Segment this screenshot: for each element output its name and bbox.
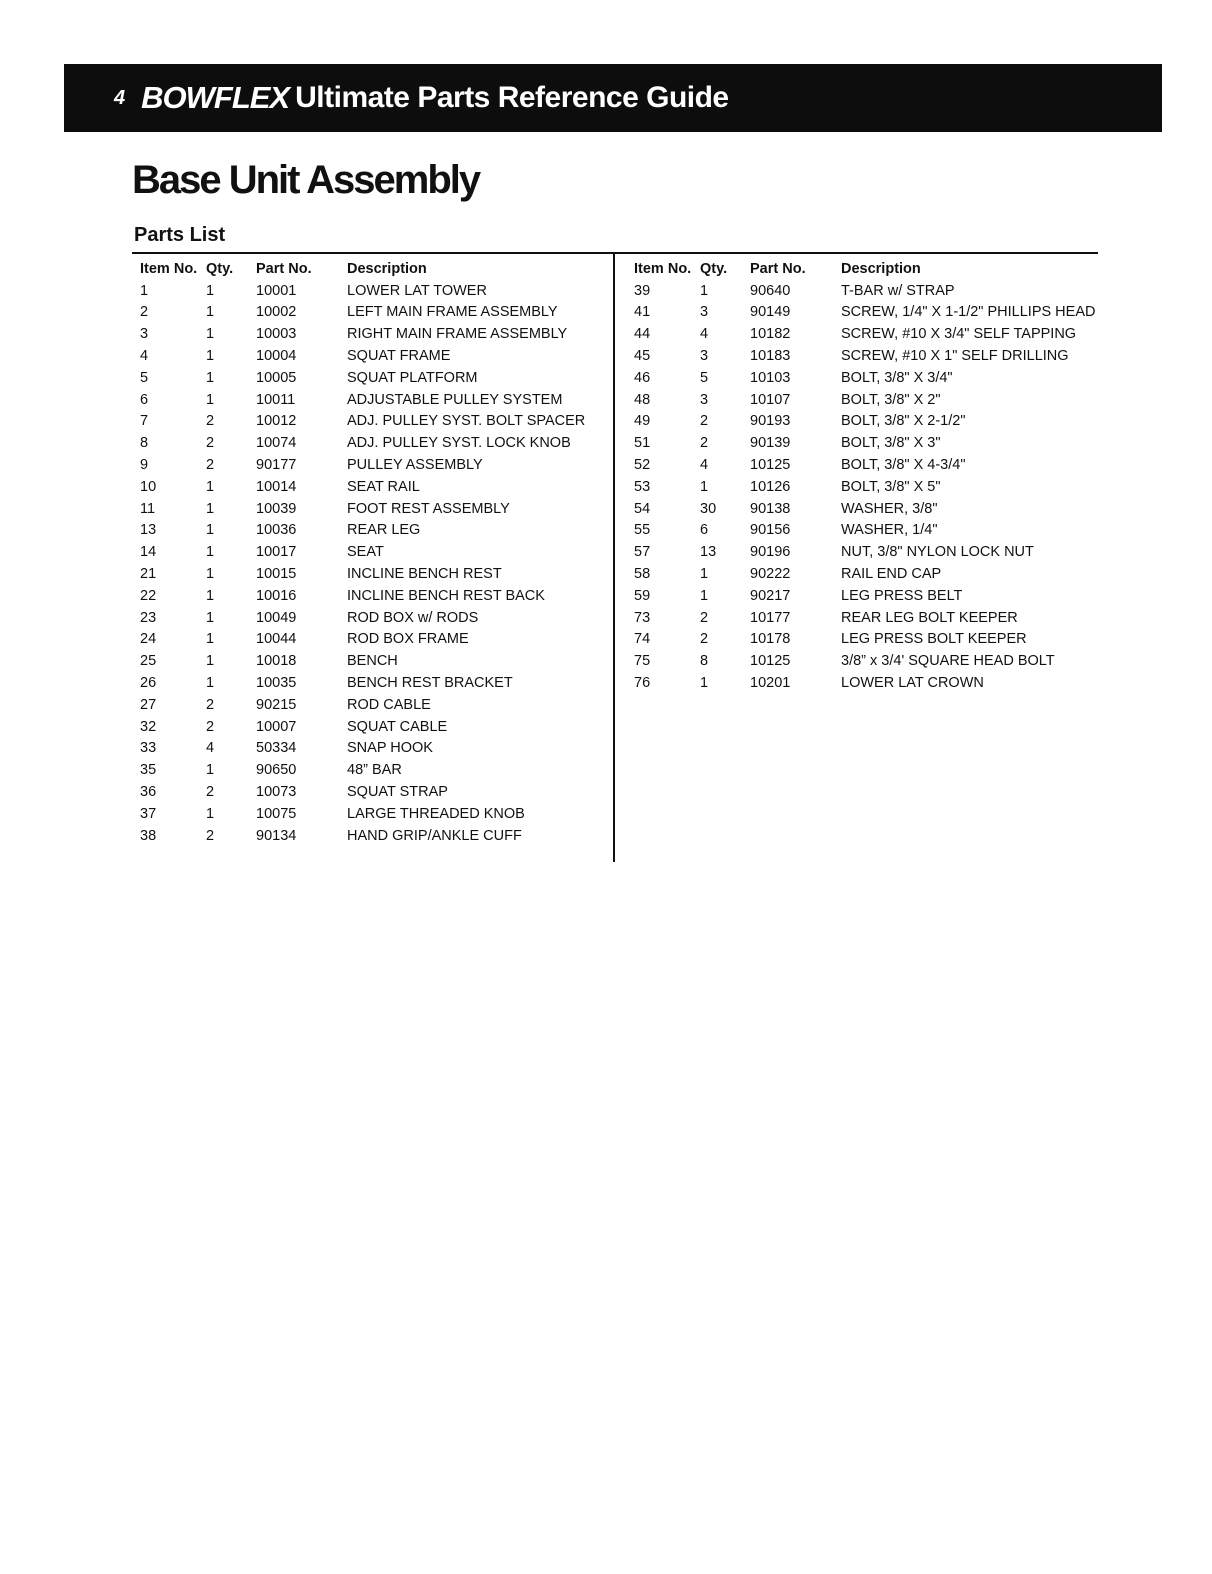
cell-description: SNAP HOOK <box>347 740 433 757</box>
cell-qty: 1 <box>206 609 215 626</box>
cell-qty: 2 <box>206 457 215 474</box>
table-row <box>140 476 607 498</box>
cell-item: 1 <box>140 282 149 299</box>
cell-qty: 2 <box>206 784 215 801</box>
cell-qty: 2 <box>700 435 709 452</box>
guide-title: Ultimate Parts Reference Guide <box>295 81 729 114</box>
cell-qty: 8 <box>700 653 709 670</box>
cell-qty: 2 <box>206 827 215 844</box>
cell-part-number: 90196 <box>750 544 791 561</box>
cell-description: RAIL END CAP <box>841 566 942 583</box>
cell-qty: 4 <box>700 457 709 474</box>
cell-description: BOLT, 3/8" X 5" <box>841 478 941 495</box>
cell-part-number: 10007 <box>256 718 297 735</box>
cell-item: 5 <box>140 369 149 386</box>
cell-description: ROD CABLE <box>347 696 431 713</box>
cell-part-number: 10039 <box>256 500 297 517</box>
cell-description: SQUAT STRAP <box>347 784 448 801</box>
cell-item: 37 <box>140 805 157 822</box>
cell-part-number: 10201 <box>750 675 791 692</box>
cell-description: BENCH <box>347 653 398 670</box>
cell-part-number: 10177 <box>750 609 791 626</box>
table-row <box>140 825 607 847</box>
cell-item: 41 <box>634 304 651 321</box>
cell-description: ROD BOX w/ RODS <box>347 609 479 626</box>
cell-item: 33 <box>140 740 157 757</box>
cell-part-number: 10178 <box>750 631 791 648</box>
cell-item: 73 <box>634 609 651 626</box>
cell-qty: 1 <box>206 675 215 692</box>
cell-description: SCREW, #10 X 1" SELF DRILLING <box>841 348 1069 365</box>
cell-item: 45 <box>634 348 651 365</box>
table-row <box>634 345 1101 367</box>
column-divider <box>613 254 615 862</box>
table-row <box>634 476 1101 498</box>
table-row <box>634 302 1101 324</box>
cell-item: 6 <box>140 391 149 408</box>
cell-part-number: 10001 <box>256 282 297 299</box>
cell-part-number: 90650 <box>256 762 297 779</box>
table-row <box>634 323 1101 345</box>
cell-part-number: 10004 <box>256 348 297 365</box>
cell-part-number: 10017 <box>256 544 297 561</box>
cell-qty: 1 <box>206 369 215 386</box>
cell-item: 44 <box>634 326 651 343</box>
cell-description: HAND GRIP/ANKLE CUFF <box>347 827 522 844</box>
cell-part-number: 10103 <box>750 369 791 386</box>
cell-item: 9 <box>140 457 149 474</box>
cell-item: 51 <box>634 435 651 452</box>
page-title: Base Unit Assembly <box>132 158 480 202</box>
cell-description: T-BAR w/ STRAP <box>841 282 955 299</box>
cell-item: 48 <box>634 391 651 408</box>
table-row <box>634 280 1101 302</box>
cell-qty: 1 <box>206 348 215 365</box>
table-row <box>140 411 607 433</box>
cell-qty: 2 <box>206 718 215 735</box>
cell-qty: 4 <box>700 326 709 343</box>
cell-part-number: 10011 <box>256 391 296 408</box>
cell-description: BOLT, 3/8" X 2-1/2" <box>841 413 966 430</box>
cell-qty: 1 <box>206 587 215 604</box>
table-row <box>140 367 607 389</box>
cell-item: 36 <box>140 784 157 801</box>
section-title: Parts List <box>134 224 226 246</box>
cell-item: 13 <box>140 522 157 539</box>
cell-description: BENCH REST BRACKET <box>347 675 513 692</box>
cell-item: 24 <box>140 631 157 648</box>
cell-part-number: 10125 <box>750 653 791 670</box>
cell-qty: 3 <box>700 348 709 365</box>
cell-part-number: 10049 <box>256 609 297 626</box>
cell-item: 46 <box>634 369 651 386</box>
column-header-item: Item No. <box>140 260 198 277</box>
cell-part-number: 10016 <box>256 587 297 604</box>
cell-qty: 1 <box>206 282 215 299</box>
column-header-part: Part No. <box>750 260 806 277</box>
cell-description: ADJUSTABLE PULLEY SYSTEM <box>347 391 563 408</box>
table-row <box>140 803 607 825</box>
cell-item: 10 <box>140 478 157 495</box>
cell-qty: 4 <box>206 740 215 757</box>
cell-description: SCREW, #10 X 3/4" SELF TAPPING <box>841 326 1077 343</box>
cell-item: 39 <box>634 282 651 299</box>
table-row <box>140 716 607 738</box>
cell-description: INCLINE BENCH REST <box>347 566 502 583</box>
cell-item: 23 <box>140 609 157 626</box>
cell-description: FOOT REST ASSEMBLY <box>347 500 510 517</box>
table-row <box>140 563 607 585</box>
cell-qty: 1 <box>206 326 215 343</box>
cell-qty: 1 <box>206 544 215 561</box>
cell-part-number: 10126 <box>750 478 791 495</box>
cell-description: BOLT, 3/8" X 3" <box>841 435 941 452</box>
cell-item: 38 <box>140 827 157 844</box>
table-row <box>140 672 607 694</box>
cell-item: 4 <box>140 348 149 365</box>
cell-qty: 5 <box>700 369 709 386</box>
table-row <box>634 498 1101 520</box>
cell-description: LARGE THREADED KNOB <box>347 805 525 822</box>
cell-part-number: 90138 <box>750 500 791 517</box>
cell-description: LEG PRESS BOLT KEEPER <box>841 631 1027 648</box>
cell-qty: 2 <box>206 435 215 452</box>
cell-description: SQUAT PLATFORM <box>347 369 478 386</box>
cell-description: SQUAT CABLE <box>347 718 448 735</box>
cell-qty: 1 <box>700 566 709 583</box>
cell-qty: 1 <box>206 304 215 321</box>
cell-part-number: 90640 <box>750 282 791 299</box>
cell-qty: 1 <box>206 653 215 670</box>
cell-part-number: 10014 <box>256 478 297 495</box>
cell-qty: 13 <box>700 544 717 561</box>
cell-part-number: 90177 <box>256 457 297 474</box>
cell-qty: 1 <box>700 282 709 299</box>
cell-item: 2 <box>140 304 149 321</box>
cell-item: 32 <box>140 718 157 735</box>
table-row <box>140 345 607 367</box>
table-row <box>140 694 607 716</box>
table-row <box>140 629 607 651</box>
cell-description: REAR LEG <box>347 522 421 539</box>
cell-qty: 1 <box>206 500 215 517</box>
cell-part-number: 90139 <box>750 435 791 452</box>
cell-item: 22 <box>140 587 157 604</box>
cell-item: 54 <box>634 500 651 517</box>
cell-description: ROD BOX FRAME <box>347 631 469 648</box>
cell-description: SCREW, 1/4" X 1-1/2" PHILLIPS HEAD <box>841 304 1096 321</box>
cell-description: LEFT MAIN FRAME ASSEMBLY <box>347 304 558 321</box>
cell-description: LEG PRESS BELT <box>841 587 963 604</box>
cell-qty: 1 <box>206 762 215 779</box>
cell-part-number: 10036 <box>256 522 297 539</box>
cell-qty: 1 <box>700 675 709 692</box>
table-row <box>140 454 607 476</box>
cell-qty: 1 <box>206 478 215 495</box>
table-row <box>140 650 607 672</box>
cell-item: 25 <box>140 653 157 670</box>
cell-qty: 30 <box>700 500 717 517</box>
cell-item: 52 <box>634 457 651 474</box>
table-row <box>634 650 1101 672</box>
table-row <box>634 432 1101 454</box>
cell-part-number: 10125 <box>750 457 791 474</box>
table-row <box>634 541 1101 563</box>
cell-part-number: 10183 <box>750 348 791 365</box>
cell-qty: 2 <box>700 609 709 626</box>
table-row <box>634 389 1101 411</box>
cell-description: ADJ. PULLEY SYST. LOCK KNOB <box>347 435 571 452</box>
column-header-description: Description <box>347 260 427 277</box>
cell-qty: 2 <box>206 696 215 713</box>
cell-part-number: 10015 <box>256 566 297 583</box>
cell-part-number: 10002 <box>256 304 297 321</box>
cell-item: 75 <box>634 653 651 670</box>
cell-item: 27 <box>140 696 157 713</box>
cell-part-number: 10005 <box>256 369 297 386</box>
cell-item: 59 <box>634 587 651 604</box>
cell-description: REAR LEG BOLT KEEPER <box>841 609 1018 626</box>
cell-description: NUT, 3/8" NYLON LOCK NUT <box>841 544 1034 561</box>
cell-item: 8 <box>140 435 149 452</box>
cell-qty: 6 <box>700 522 709 539</box>
table-row <box>634 629 1101 651</box>
cell-item: 74 <box>634 631 651 648</box>
cell-qty: 3 <box>700 304 709 321</box>
cell-description: INCLINE BENCH REST BACK <box>347 587 545 604</box>
cell-qty: 3 <box>700 391 709 408</box>
cell-part-number: 10107 <box>750 391 791 408</box>
cell-item: 55 <box>634 522 651 539</box>
cell-qty: 1 <box>206 391 215 408</box>
section-divider <box>132 252 1098 254</box>
table-header-row <box>140 258 607 280</box>
cell-part-number: 10012 <box>256 413 297 430</box>
table-row <box>140 432 607 454</box>
cell-qty: 1 <box>206 805 215 822</box>
cell-item: 76 <box>634 675 651 692</box>
cell-item: 7 <box>140 413 149 430</box>
cell-item: 35 <box>140 762 157 779</box>
table-row <box>140 585 607 607</box>
header-bar <box>64 64 1162 132</box>
table-row <box>140 781 607 803</box>
cell-description: BOLT, 3/8" X 4-3/4" <box>841 457 966 474</box>
cell-description: SQUAT FRAME <box>347 348 451 365</box>
cell-part-number: 10003 <box>256 326 297 343</box>
cell-description: PULLEY ASSEMBLY <box>347 457 483 474</box>
cell-part-number: 90156 <box>750 522 791 539</box>
table-row <box>140 302 607 324</box>
cell-description: ADJ. PULLEY SYST. BOLT SPACER <box>347 413 586 430</box>
column-header-part: Part No. <box>256 260 312 277</box>
table-row <box>140 389 607 411</box>
cell-qty: 1 <box>700 478 709 495</box>
cell-part-number: 90149 <box>750 304 791 321</box>
cell-item: 11 <box>140 500 156 517</box>
cell-description: BOLT, 3/8" X 3/4" <box>841 369 953 386</box>
column-header-qty: Qty. <box>700 260 728 277</box>
table-row <box>634 563 1101 585</box>
cell-part-number: 10075 <box>256 805 297 822</box>
table-header-row <box>634 258 1101 280</box>
table-row <box>140 759 607 781</box>
cell-part-number: 90193 <box>750 413 791 430</box>
table-row <box>140 607 607 629</box>
cell-description: BOLT, 3/8" X 2" <box>841 391 941 408</box>
table-row <box>634 607 1101 629</box>
table-row <box>140 541 607 563</box>
column-header-item: Item No. <box>634 260 692 277</box>
cell-description: SEAT RAIL <box>347 478 420 495</box>
parts-table-right <box>634 258 1101 694</box>
cell-description: 48” BAR <box>347 762 402 779</box>
cell-description: WASHER, 1/4" <box>841 522 938 539</box>
cell-qty: 2 <box>700 413 709 430</box>
cell-part-number: 10073 <box>256 784 297 801</box>
cell-item: 58 <box>634 566 651 583</box>
cell-part-number: 10044 <box>256 631 297 648</box>
cell-description: LOWER LAT CROWN <box>841 675 984 692</box>
cell-qty: 2 <box>700 631 709 648</box>
cell-part-number: 90222 <box>750 566 791 583</box>
cell-part-number: 90217 <box>750 587 791 604</box>
table-row <box>140 498 607 520</box>
table-row <box>140 520 607 542</box>
column-header-description: Description <box>841 260 921 277</box>
table-row <box>634 411 1101 433</box>
cell-description: 3/8” x 3/4' SQUARE HEAD BOLT <box>841 653 1055 670</box>
table-row <box>634 520 1101 542</box>
parts-table-left <box>140 258 607 847</box>
cell-qty: 2 <box>206 413 215 430</box>
cell-qty: 1 <box>206 631 215 648</box>
cell-description: RIGHT MAIN FRAME ASSEMBLY <box>347 326 568 343</box>
cell-item: 21 <box>140 566 157 583</box>
cell-item: 26 <box>140 675 157 692</box>
cell-qty: 1 <box>206 566 215 583</box>
brand-logo: BOWFLEX <box>141 80 290 115</box>
cell-item: 14 <box>140 544 157 561</box>
cell-part-number: 10074 <box>256 435 297 452</box>
cell-item: 53 <box>634 478 651 495</box>
cell-part-number: 90134 <box>256 827 297 844</box>
cell-description: LOWER LAT TOWER <box>347 282 487 299</box>
cell-part-number: 90215 <box>256 696 297 713</box>
cell-item: 49 <box>634 413 651 430</box>
table-row <box>634 585 1101 607</box>
table-row <box>634 672 1101 694</box>
cell-part-number: 10182 <box>750 326 791 343</box>
cell-item: 57 <box>634 544 651 561</box>
column-header-qty: Qty. <box>206 260 234 277</box>
table-row <box>634 454 1101 476</box>
cell-description: WASHER, 3/8" <box>841 500 938 517</box>
table-row <box>634 367 1101 389</box>
cell-qty: 1 <box>206 522 215 539</box>
cell-part-number: 50334 <box>256 740 297 757</box>
cell-part-number: 10035 <box>256 675 297 692</box>
cell-item: 3 <box>140 326 149 343</box>
page-number: 4 <box>114 86 126 109</box>
cell-description: SEAT <box>347 544 384 561</box>
table-row <box>140 738 607 760</box>
table-row <box>140 323 607 345</box>
table-row <box>140 280 607 302</box>
cell-part-number: 10018 <box>256 653 297 670</box>
cell-qty: 1 <box>700 587 709 604</box>
